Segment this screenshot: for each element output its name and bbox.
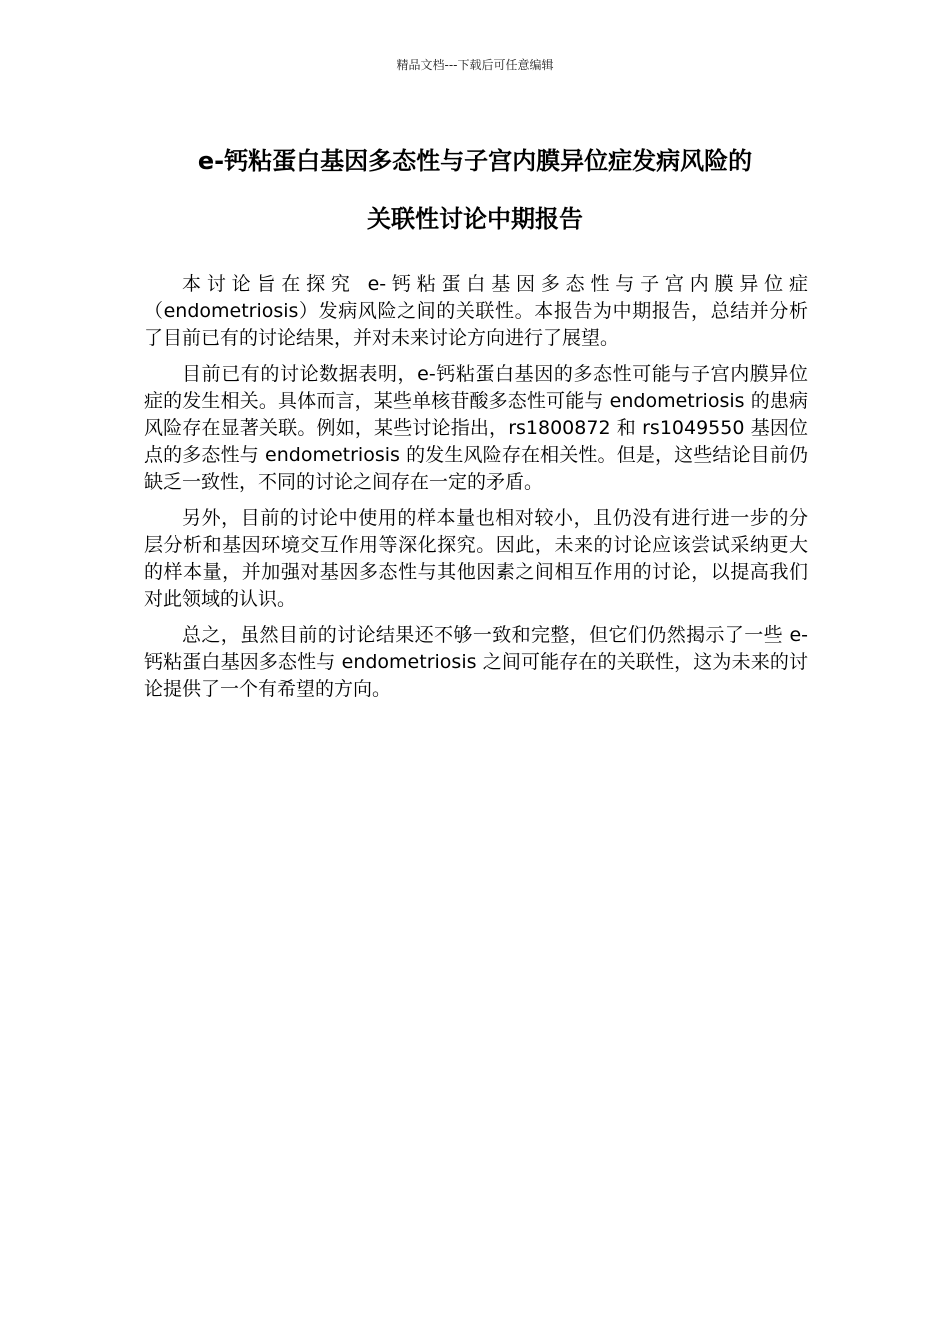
paragraph-findings: 目前已有的讨论数据表明，e-钙粘蛋白基因的多态性可能与子宫内膜异位症的发生相关。具体而言，某些单核苷酸多态性可能与 endometriosis 的患病风险存在显著关联。例如，某些讨论指出，rs1800872 和 rs1049550 基因位点的多态性与 endometriosis 的发生风险存在相关性。但是，这些结论目前仍缺乏一致性，不同的讨论之间存在一定的矛盾。: [144, 363, 808, 493]
document-title: [120, 132, 830, 248]
paragraph-limitations: 另外，目前的讨论中使用的样本量也相对较小，且仍没有进行进一步的分层分析和基因环境交互作用等深化探究。因此，未来的讨论应该尝试采纳更大的样本量，并加强对基因多态性与其他因素之间相互作用的讨论，以提高我们对此领域的认识。: [144, 507, 808, 610]
title-line-1: e-钙粘蛋白基因多态性与子宫内膜异位症发病风险的: [197, 147, 753, 175]
paragraph-intro: 本讨论旨在探究 e-钙粘蛋白基因多态性与子宫内膜异位症（endometriosis）发病风险之间的关联性。本报告为中期报告，总结并分析了目前已有的讨论结果，并对未来讨论方向进行了展望。: [144, 273, 808, 349]
page-header-note: 精品文档---下载后可任意编辑: [396, 58, 554, 72]
paragraph-conclusion: 总之，虽然目前的讨论结果还不够一致和完整，但它们仍然揭示了一些 e-钙粘蛋白基因多态性与 endometriosis 之间可能存在的关联性，这为未来的讨论提供了一个有希望的方向。: [144, 624, 808, 700]
title-line-2: 关联性讨论中期报告: [367, 205, 583, 233]
document-body: [144, 271, 808, 712]
